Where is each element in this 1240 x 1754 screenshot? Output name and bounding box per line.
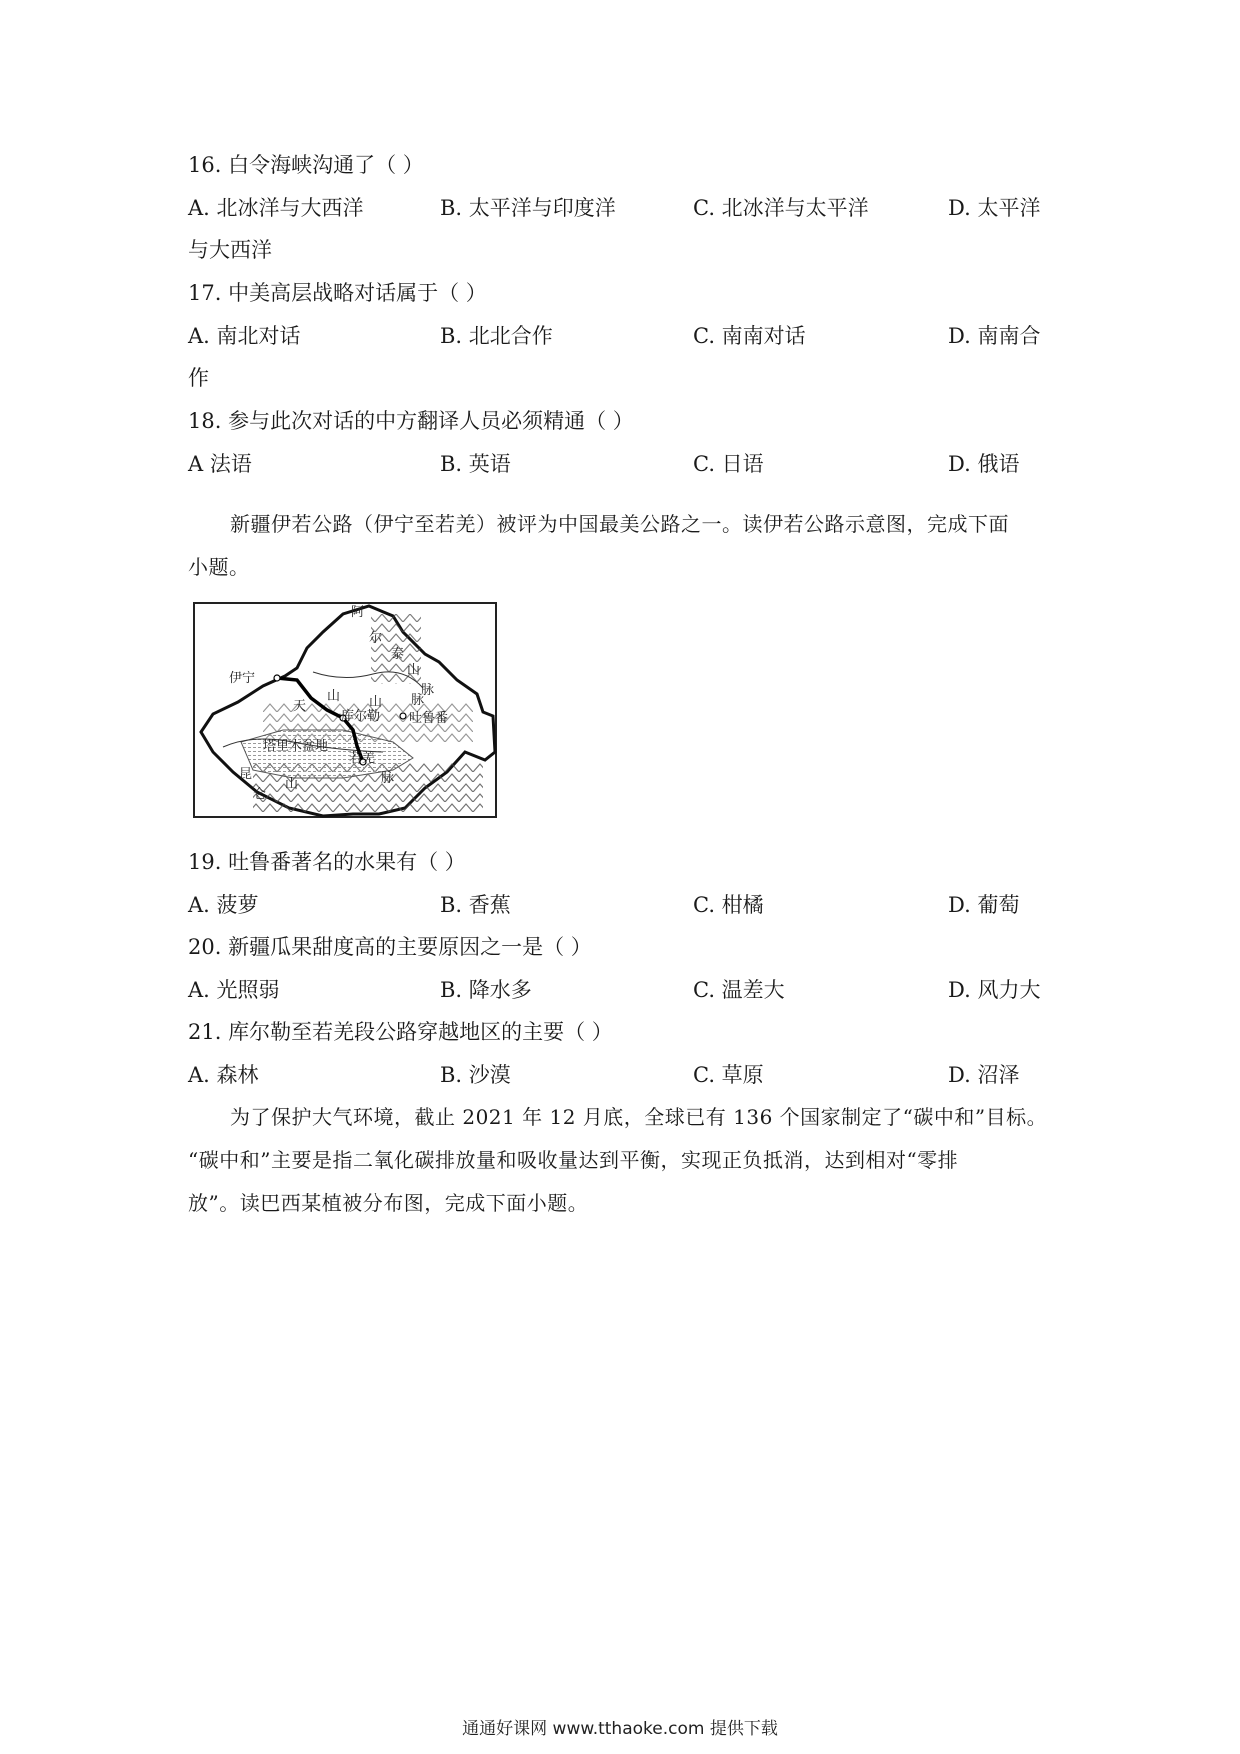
option-d-continuation: 与大西洋	[188, 238, 272, 262]
map-label: 山	[285, 777, 299, 792]
option-a: A. 北冰洋与大西洋	[188, 196, 364, 220]
map-label: 天	[293, 699, 307, 714]
map-label-ruoqiang: 若羌	[349, 751, 376, 766]
map-label: 仑	[253, 787, 267, 802]
question-19-stem: 19. 吐鲁番著名的水果有（ ）	[188, 850, 466, 874]
map-label-korla: 库尔勒	[341, 709, 381, 724]
passage-line: 放”。读巴西某植被分布图，完成下面小题。	[188, 1191, 589, 1215]
passage-xinjiang	[188, 503, 1068, 589]
passage-line: “碳中和”主要是指二氧化碳排放量和吸收量达到平衡，实现正负抵消，达到相对“零排	[188, 1148, 959, 1172]
map-label-turpan: 吐鲁番	[409, 711, 449, 726]
map-label: 尔	[369, 631, 383, 646]
option-a: A 法语	[188, 452, 252, 476]
option-d: D. 葡萄	[948, 893, 1020, 917]
yiruo-highway-map	[193, 602, 497, 818]
map-label: 脉	[421, 683, 435, 698]
option-c: C. 日语	[693, 452, 764, 476]
option-b: B. 降水多	[440, 978, 532, 1002]
passage-line: 为了保护大气环境，截止 2021 年 12 月底，全球已有 136 个国家制定了“碳中和”目标。	[230, 1105, 1048, 1129]
map-label: 山	[327, 689, 341, 704]
page-footer: 通通好课网 www.tthaoke.com 提供下载	[462, 1719, 778, 1739]
map-label: 山	[369, 695, 383, 710]
option-a: A. 森林	[188, 1063, 259, 1087]
option-a: A. 菠萝	[188, 893, 259, 917]
option-d: D. 南南合	[948, 324, 1041, 348]
map-label: 阿	[351, 605, 365, 620]
map-label-tarim-basin: 塔里木盆地	[263, 739, 329, 754]
map-label: 山	[407, 663, 421, 678]
map-label: 脉	[411, 693, 425, 708]
option-a: A. 光照弱	[188, 978, 280, 1002]
option-d-continuation: 作	[188, 366, 209, 390]
question-21-stem: 21. 库尔勒至若羌段公路穿越地区的主要（ ）	[188, 1020, 613, 1044]
option-c: C. 南南对话	[693, 324, 806, 348]
option-b: B. 英语	[440, 452, 511, 476]
option-d: D. 太平洋	[948, 196, 1041, 220]
passage-line: 新疆伊若公路（伊宁至若羌）被评为中国最美公路之一。读伊若公路示意图，完成下面	[230, 512, 1009, 536]
question-20-stem: 20. 新疆瓜果甜度高的主要原因之一是（ ）	[188, 935, 592, 959]
option-c: C. 温差大	[693, 978, 785, 1002]
option-b: B. 香蕉	[440, 893, 511, 917]
option-d: D. 俄语	[948, 452, 1020, 476]
map-label-yining: 伊宁	[229, 671, 256, 686]
map-label: 泰	[391, 647, 405, 662]
option-a: A. 南北对话	[188, 324, 301, 348]
passage-carbon-neutral	[188, 1096, 1068, 1225]
option-b: B. 北北合作	[440, 324, 553, 348]
option-b: B. 沙漠	[440, 1063, 511, 1087]
passage-line: 小题。	[188, 555, 250, 579]
option-b: B. 太平洋与印度洋	[440, 196, 616, 220]
map-label: 昆	[239, 767, 253, 782]
question-17-stem: 17. 中美高层战略对话属于（ ）	[188, 281, 487, 305]
question-18-stem: 18. 参与此次对话的中方翻译人员必须精通（ ）	[188, 409, 634, 433]
map-label: 脉	[381, 771, 395, 786]
option-c: C. 柑橘	[693, 893, 764, 917]
option-d: D. 风力大	[948, 978, 1041, 1002]
option-c: C. 草原	[693, 1063, 764, 1087]
question-16-stem: 16. 白令海峡沟通了（ ）	[188, 153, 424, 177]
option-d: D. 沼泽	[948, 1063, 1020, 1087]
option-c: C. 北冰洋与太平洋	[693, 196, 869, 220]
